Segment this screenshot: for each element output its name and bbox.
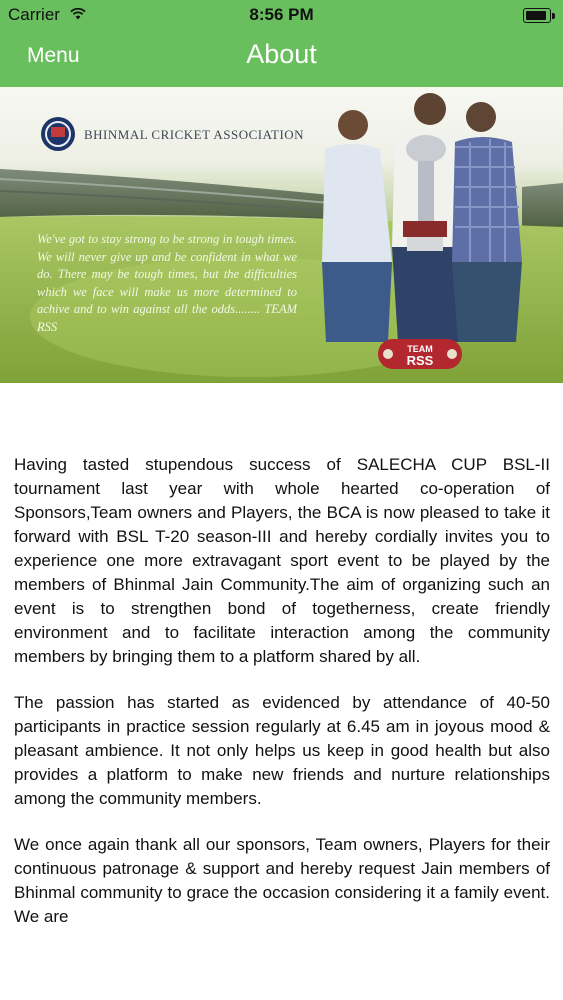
team-badge: [378, 344, 462, 366]
status-bar: [0, 0, 563, 30]
about-content: [14, 453, 550, 951]
about-banner-image: [0, 87, 563, 383]
banner-quote: We've got to stay strong to be strong in tough times. We will never give up and be confident in what we do. There may be tough times, but the difficulties which we face will make us more determined to achive and to win against all the odds........ TEAM RSS: [37, 232, 297, 334]
about-paragraph: The passion has started as evidenced by attendance of 40-50 participants in practice session regularly at 6.45 am in joyous mood & pleasant ambience. It not only helps us keep in good health but also provides a platform to make new friends and nurture relationships among the community members.: [14, 693, 550, 808]
battery-fill: [526, 11, 546, 20]
org-name: BHINMAL CRICKET ASSOCIATION: [84, 127, 305, 142]
battery-icon: [523, 8, 551, 23]
badge-top-text: TEAM: [407, 344, 433, 354]
navigation-bar: [0, 30, 563, 87]
badge-bottom-text: RSS: [406, 353, 434, 368]
page-title: About: [246, 39, 317, 69]
about-paragraph: We once again thank all our sponsors, Team owners, Players for their continuous patronage & support and hereby request Jain members of Bhinmal community to grace the occasion considering it a family event. We are: [14, 835, 550, 926]
about-paragraph: Having tasted stupendous success of SALECHA CUP BSL-II tournament last year with whole hearted co-operation of Sponsors,Team owners and Players, the BCA is now pleased to take it forward with BSL T-20 season-III and hereby cordially invites you to experience one more extravagant sport event to be played by the members of Bhinmal Jain Community.The aim of organizing such an event is to strengthen bond of togetherness, create friendly environment and to facilitate interaction among the community members by bringing them to a platform shared by all.: [14, 455, 550, 666]
menu-button[interactable]: Menu: [27, 44, 80, 67]
status-time: 8:56 PM: [249, 5, 314, 24]
carrier-label: Carrier: [8, 5, 60, 24]
